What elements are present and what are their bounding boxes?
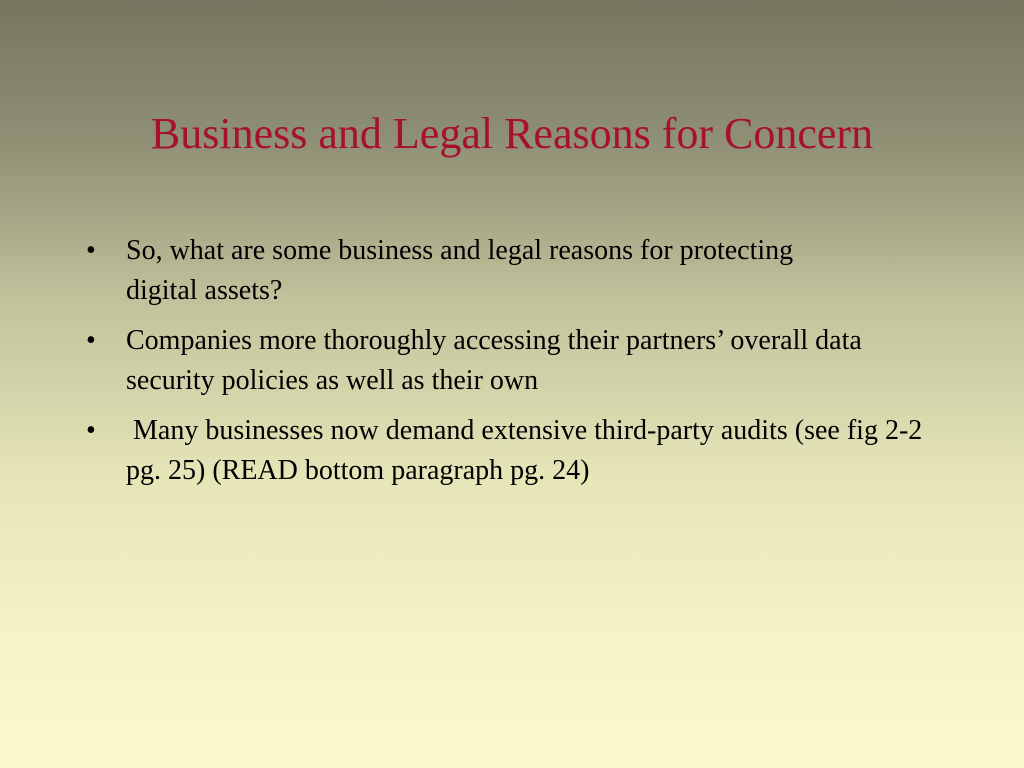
bullet-point-icon: •	[86, 235, 96, 266]
bullet-point-icon: •	[86, 325, 96, 356]
slide-title: Business and Legal Reasons for Concern	[150, 109, 874, 158]
bullet-text: Companies more thoroughly accessing their partners’ overall data security policies as well as their own	[126, 325, 869, 396]
bullet-item	[86, 231, 966, 311]
bullet-item	[86, 411, 966, 491]
bullet-text: Many businesses now demand extensive third-party audits (see fig 2-2 pg. 25) (READ bottom paragraph pg. 24)	[126, 415, 930, 486]
bullet-point-icon: •	[86, 415, 96, 446]
bullet-text: So, what are some business and legal reasons for protecting digital assets?	[126, 235, 801, 306]
bullet-list	[86, 231, 966, 501]
bullet-item	[86, 321, 966, 401]
